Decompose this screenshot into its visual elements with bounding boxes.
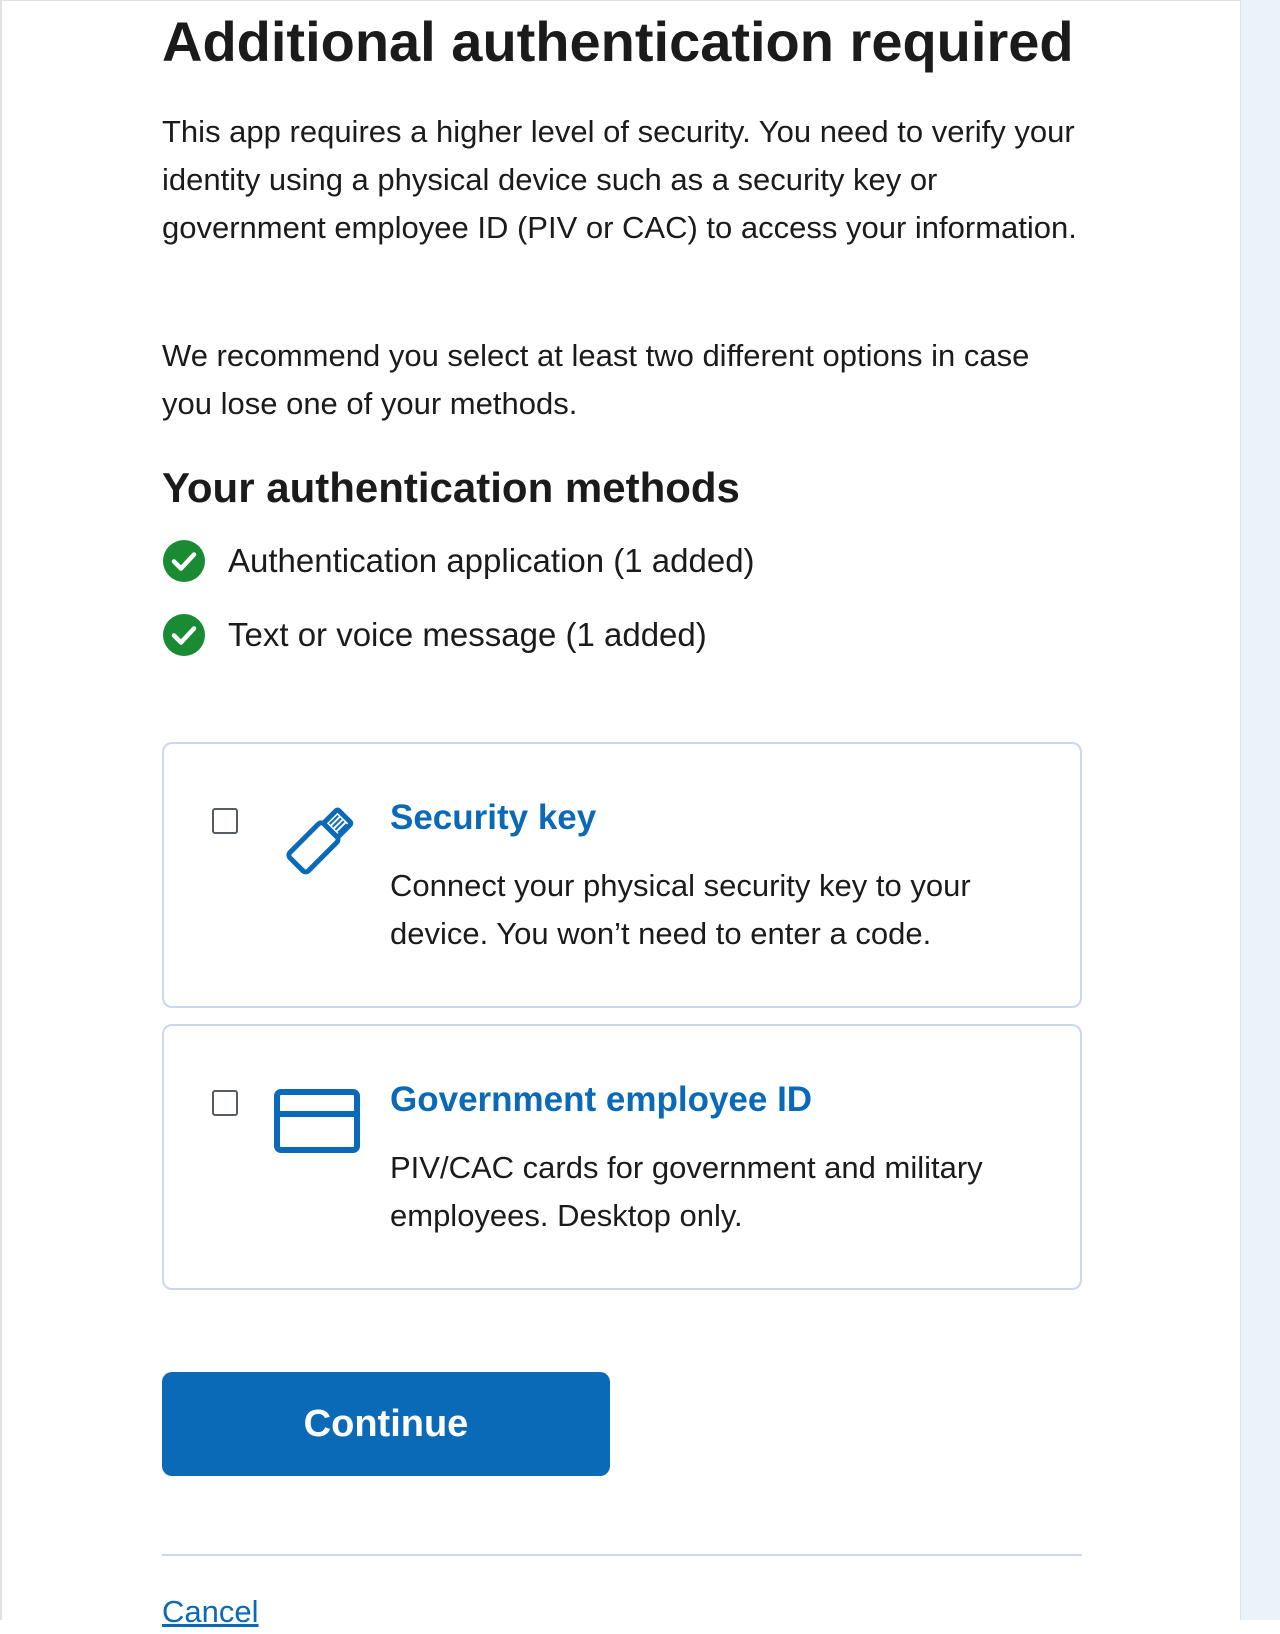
security-key-icon bbox=[272, 796, 362, 886]
method-item-text-voice bbox=[162, 610, 755, 660]
option-card-security-key[interactable] bbox=[162, 742, 1082, 1008]
recommendation-text: We recommend you select at least two different options in case you lose one of your methods. bbox=[162, 338, 1030, 421]
option-card-government-id[interactable] bbox=[162, 1024, 1082, 1290]
continue-button[interactable]: Continue bbox=[162, 1372, 610, 1476]
methods-list bbox=[162, 536, 755, 684]
cancel-link[interactable]: Cancel bbox=[162, 1594, 259, 1629]
method-label: Authentication application (1 added) bbox=[228, 542, 755, 579]
page-top-border bbox=[0, 0, 1240, 5]
security-key-title: Security key bbox=[390, 798, 597, 837]
government-id-title: Government employee ID bbox=[390, 1080, 813, 1119]
government-id-description: PIV/CAC cards for government and military employees. Desktop only. bbox=[390, 1150, 983, 1233]
methods-heading: Your authentication methods bbox=[162, 464, 740, 511]
check-circle-icon bbox=[162, 613, 206, 657]
intro-text: This app requires a higher level of security. You need to verify your identity using a physical device such as a security key or government employee ID (PIV or CAC) to access your information. bbox=[162, 114, 1077, 245]
scrollbar-track[interactable] bbox=[1240, 0, 1280, 1620]
id-card-icon bbox=[272, 1078, 362, 1168]
page-left-border bbox=[0, 0, 2, 1620]
method-label: Text or voice message (1 added) bbox=[228, 616, 707, 653]
page-title: Additional authentication required bbox=[162, 10, 1074, 73]
method-item-auth-app bbox=[162, 536, 755, 586]
divider bbox=[162, 1554, 1082, 1556]
government-id-checkbox[interactable] bbox=[212, 1090, 238, 1116]
security-key-description: Connect your physical security key to your device. You won’t need to enter a code. bbox=[390, 868, 971, 951]
security-key-checkbox[interactable] bbox=[212, 808, 238, 834]
check-circle-icon bbox=[162, 539, 206, 583]
